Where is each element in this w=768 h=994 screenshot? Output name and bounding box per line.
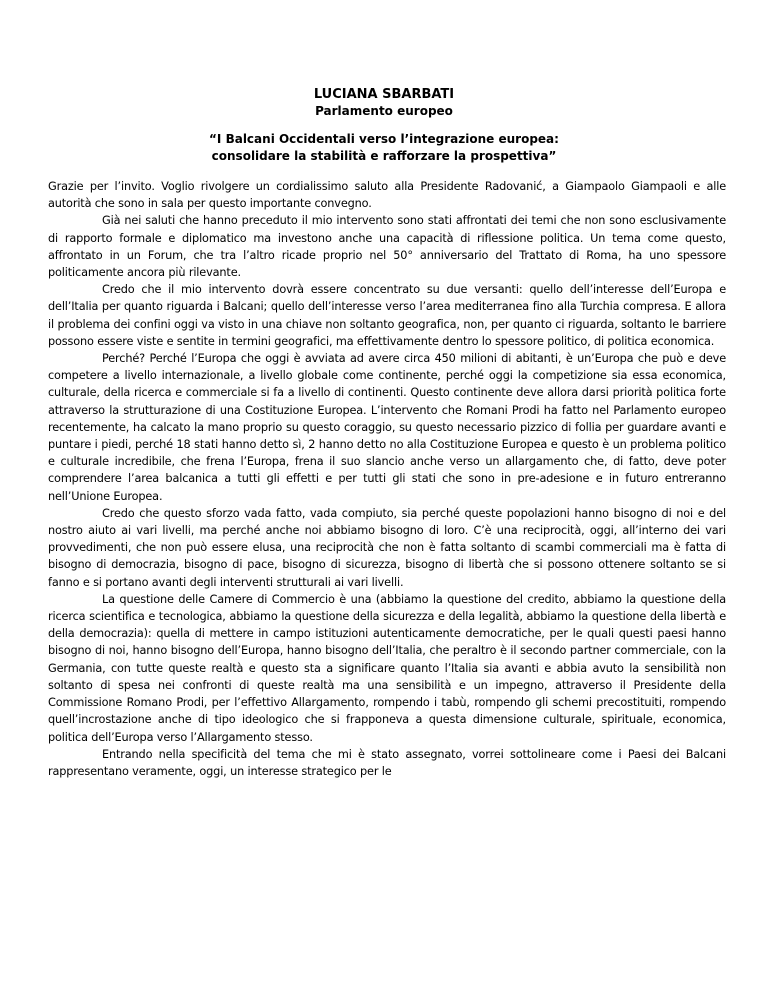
paragraph-3: Credo che il mio intervento dovrà essere concentrato su due versanti: quello dell’interesse dell’Europa e dell’Italia per quanto riguarda i Balcani; quello dell’interesse verso l’area mediterranea fino alla Turchia compresa. E allora il problema dei confini oggi va visto in una chiave non soltanto geografica, non, per quanto ci riguarda, soltanto le barriere possono essere viste e sentite in termini geografici, ma effettivamente dentro lo spessore politico, di politica economica. [48,283,726,348]
paragraph-5: Credo che questo sforzo vada fatto, vada compiuto, sia perché queste popolazioni hanno bisogno di noi e del nostro aiuto ai vari livelli, ma perché anche noi abbiamo bisogno di loro. C’è una reciprocità, oggi, all’interno dei vari provvedimenti, che non può essere elusa, una reciprocità che non è fatta soltanto di scambi commerciali ma è fatta di bisogno di democrazia, bisogno di pace, bisogno di sicurezza, bisogno di libertà che si possono ottenere soltanto se si fanno e si portano avanti degli interventi strutturali ai vari livelli. [48,506,726,589]
author-name: LUCIANA SBARBATI [313,87,455,102]
paragraph-7: Entrando nella specificità del tema che mi è stato assegnato, vorrei sottolineare come i Paesi dei Balcani rappresentano veramente, oggi, un interesse strategico per le [48,747,726,778]
paragraph-6: La questione delle Camere di Commercio è una (abbiamo la questione del credito, abbiamo la questione della ricerca scientifica e tecnologica, abbiamo la questione della sicurezza e della legalità, abbiamo la questione della libertà e della democrazia): quella di mettere in campo istituzioni autenticamente democratiche, per le quali questi paesi hanno bisogno di noi, hanno bisogno dell’Europa, hanno bisogno dell’Italia, che peraltro è il secondo partner commerciale, con la Germania, con tutte queste realtà e questo sta a significare quanto l’Italia sia avanti e abbia avuto la sensibilità non soltanto di spesa nei confronti di queste realtà ma una sensibilità e un impegno, attraverso il Presidente della Commissione Romano Prodi, per l’effettivo Allargamento, rompendo i tabù, rompendo gli schemi precostituiti, rompendo quell’incrostazione anche di tipo ideologico che si frapponeva a questa dimensione culturale, spirituale, economica, politica dell’Europa verso l’Allargamento stesso. [48,592,726,744]
paragraph-4: Perché? Perché l’Europa che oggi è avviata ad avere circa 450 milioni di abitanti, è un’Europa che può e deve competere a livello internazionale, a livello globale come continente, perché oggi la competizione sia essa economica, culturale, della ricerca e commerciale si fa a livello di continenti. Questo continente deve allora darsi priorità politica forte attraverso la strutturazione di una Costituzione Europea. L’intervento che Romani Prodi ha fatto nel Parlamento europeo recentemente, ha calcato la mano proprio su questo coraggio, su questo necessario pizzico di follia per guardare avanti e puntare i piedi, perché 18 stati hanno detto sì, 2 hanno detto no alla Costituzione Europea e questo è un problema politico e culturale incredibile, che frena l’Europa, frena il suo slancio anche verso un allargamento che, di fatto, deve poter comprendere l’area balcanica a tutti gli effetti e per tutti gli stati che sono in pre-adesione e in futuro entreranno nell’Unione Europea. [48,352,726,503]
speech-title [0,131,768,165]
paragraph-1: Grazie per l’invito. Voglio rivolgere un cordialissimo saluto alla Presidente Radovanić, a Giampaolo Giampaoli e alle autorità che sono in sala per questo importante convegno. [48,180,726,211]
paragraph-2: Già nei saluti che hanno preceduto il mio intervento sono stati affrontati dei temi che non sono esclusivamente di rapporto formale e diplomatico ma investono anche una capacità di riflessione politica. Un tema come questo, affrontato in un Forum, che tra l’altro ricade proprio nel 50° anniversario del Trattato di Roma, ha uno spessore politicamente ancora più rilevante. [48,214,726,280]
speech-body [48,178,726,780]
speech-title-line-2: consolidare la stabilità e rafforzare la prospettiva” [211,149,557,163]
author-affiliation: Parlamento europeo [315,104,453,118]
speech-title-line-1: “I Balcani Occidentali verso l’integrazione europea: [209,132,559,146]
document-header [0,87,768,119]
